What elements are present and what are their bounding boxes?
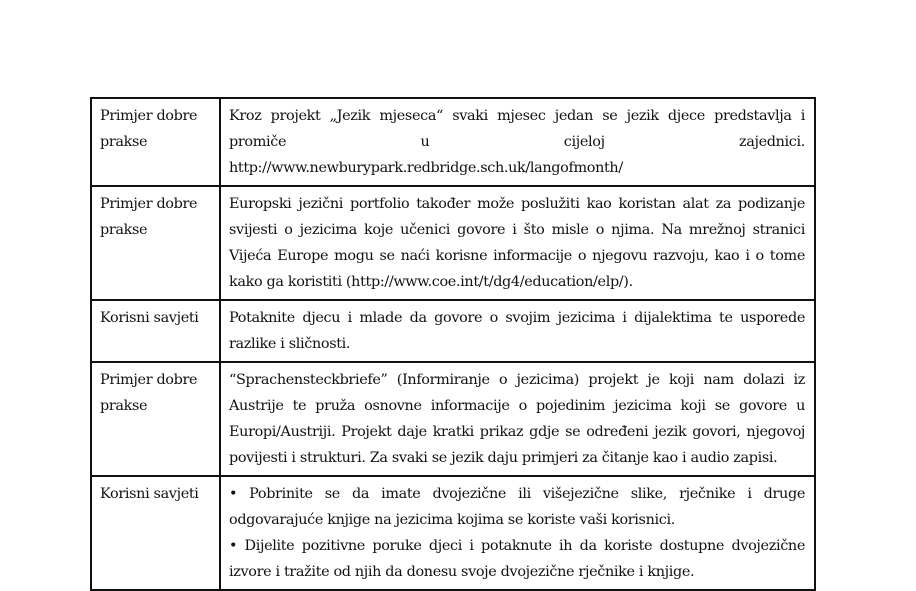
row-label: Korisni savjeti [91,300,220,362]
row-paragraph: Potaknite djecu i mlade da govore o svojim jezicima i dijalektima te usporede razlike i sličnosti. [229,310,805,352]
row-paragraph: Europski jezični portfolio također može poslužiti kao koristan alat za podizanje svijesti o jezicima koje učenici govore i što misle o njima. Na mrežnoj stranici Vijeća Europe mogu se naći korisne informacije o njegovu razvoju, kao i o tome kako ga koristiti (http://www.coe.int/t/dg4/education/elp/). [229,196,805,290]
table-row [91,186,815,300]
row-content [220,186,815,300]
row-paragraph: • Dijelite pozitivne poruke djeci i potaknute ih da koriste dostupne dvojezične izvore i tražite od njih da donesu svoje dvojezične rječnike i knjige. [229,538,805,580]
row-label: Korisni savjeti [91,476,220,590]
info-table [90,97,816,591]
table-row [91,300,815,362]
row-content [220,362,815,476]
row-label: Primjer dobre prakse [91,186,220,300]
row-label: Primjer dobre prakse [91,362,220,476]
row-paragraph: Kroz projekt „Jezik mjeseca“ svaki mjesec jedan se jezik djece predstavlja i promiče u cijeloj zajednici. http://www.newburypark.redbridge.sch.uk/langofmonth/ [229,108,805,176]
row-content [220,300,815,362]
row-paragraph: • Pobrinite se da imate dvojezične ili višejezične slike, rječnike i druge odgovarajuće knjige na jezicima kojima se koriste vaši korisnici. [229,486,805,528]
row-paragraph: “Sprachensteckbriefe” (Informiranje o jezicima) projekt je koji nam dolazi iz Austrije te pruža osnovne informacije o pojedinim jezicima koji se govore u Europi/Austriji. Projekt daje kratki prikaz gdje se određeni jezik govori, njegovoj povijesti i strukturi. Za svaki se jezik daju primjeri za čitanje kao i audio zapisi. [229,372,805,466]
table-row [91,476,815,590]
table-row [91,362,815,476]
row-content [220,476,815,590]
row-content [220,98,815,186]
row-label: Primjer dobre prakse [91,98,220,186]
table-row [91,98,815,186]
